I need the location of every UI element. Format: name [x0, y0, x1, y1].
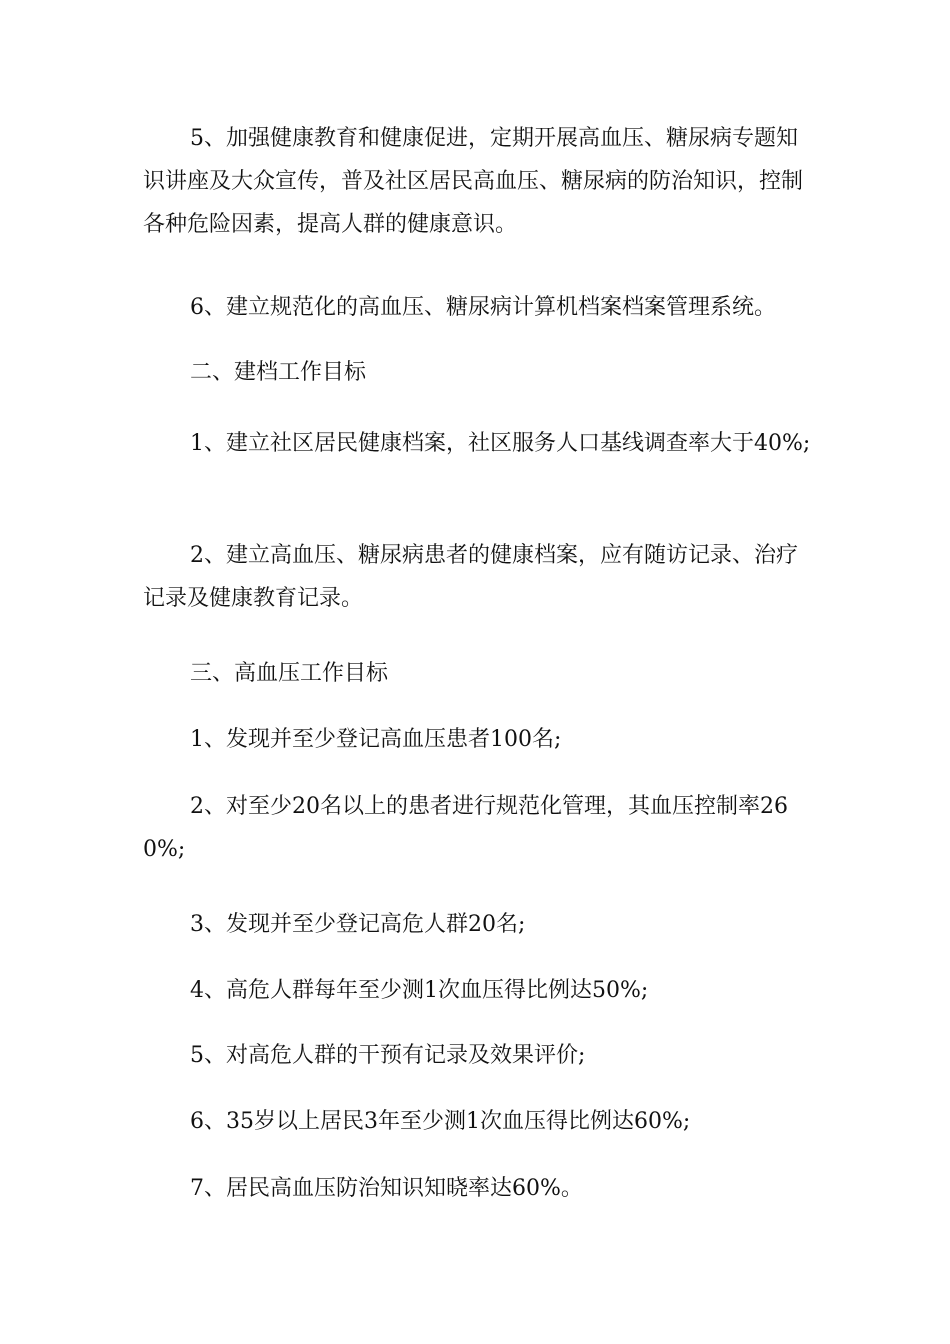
section-heading-filing-goals: 二、建档工作目标	[190, 360, 367, 385]
paragraph-over-35-bp-60: 6、35岁以上居民3年至少测1次血压得比例达60%;	[190, 1109, 691, 1134]
paragraph-register-100: 1、发现并至少登记高血压患者100名;	[190, 727, 562, 752]
paragraph-annual-bp-50: 4、高危人群每年至少测1次血压得比例达50%;	[190, 978, 649, 1003]
paragraph-health-education: 5、加强健康教育和健康促进，定期开展高血压、糖尿病专题知识讲座及大众宣传，普及社区居民高血压、糖尿病的防治知识，控制各种危险因素，提高人群的健康意识。	[143, 126, 804, 237]
section-heading-hypertension-goals: 三、高血压工作目标	[190, 661, 389, 686]
paragraph-high-risk-20: 3、发现并至少登记高危人群20名;	[190, 912, 526, 937]
paragraph-manage-20: 2、对至少20名以上的患者进行规范化管理，其血压控制率260%;	[143, 794, 788, 862]
paragraph-patient-records: 2、建立高血压、糖尿病患者的健康档案，应有随访记录、治疗记录及健康教育记录。	[143, 543, 798, 611]
paragraph-resident-records: 1、建立社区居民健康档案，社区服务人口基线调查率大于40%;	[190, 431, 811, 456]
paragraph-computer-system: 6、建立规范化的高血压、糖尿病计算机档案档案管理系统。	[190, 295, 776, 320]
paragraph-intervention: 5、对高危人群的干预有记录及效果评价;	[190, 1043, 586, 1068]
paragraph-awareness-60: 7、居民高血压防治知识知晓率达60%。	[190, 1176, 583, 1201]
